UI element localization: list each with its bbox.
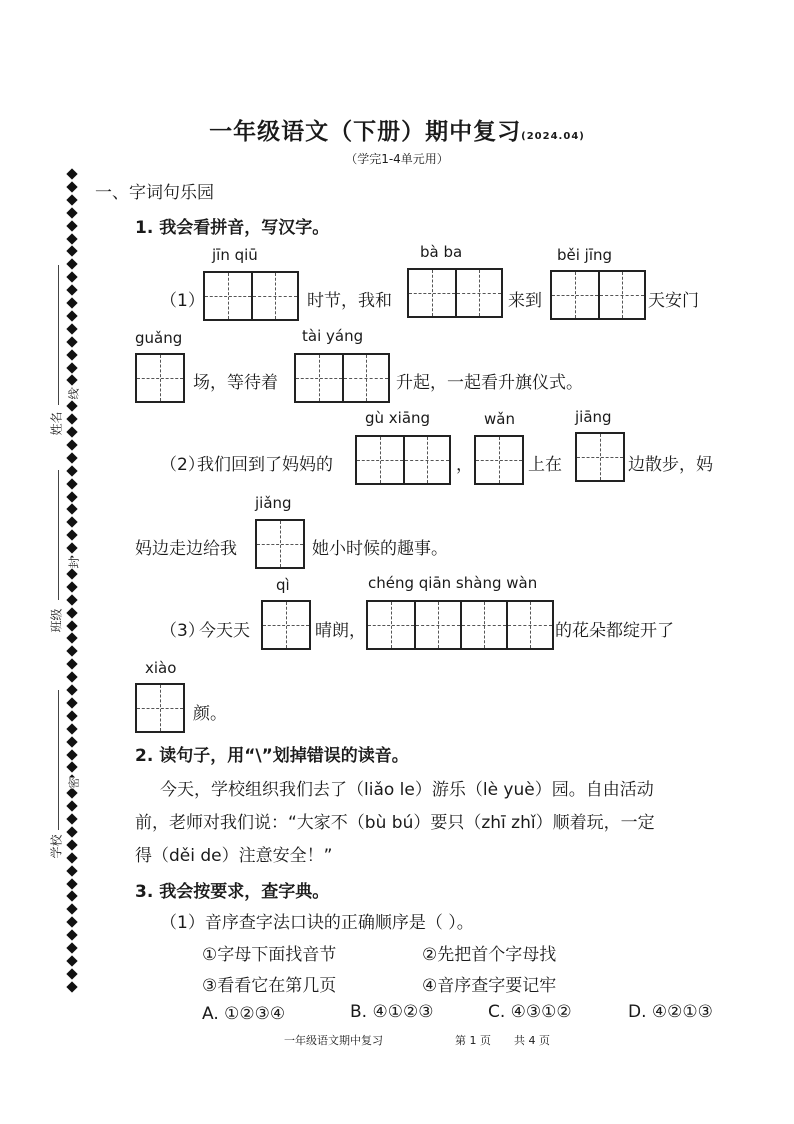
grid-jiang[interactable]	[575, 432, 625, 482]
pinyin-guxiang: gù xiāng	[365, 409, 431, 427]
q3-option-a[interactable]: A. ①②③④	[202, 1004, 286, 1024]
margin-secret-mark: 密	[67, 777, 81, 789]
q2-line-1: 今天，学校组织我们去了（liǎo le）游乐（lè yuè）园。自由活动	[160, 780, 654, 800]
binding-diamond	[66, 620, 77, 631]
binding-diamond	[66, 207, 77, 218]
grid-baba[interactable]	[407, 268, 503, 318]
q3-option-b[interactable]: B. ④①②③	[350, 1002, 434, 1022]
binding-diamond	[66, 233, 77, 244]
q3-option-c[interactable]: C. ④③①②	[488, 1002, 572, 1022]
binding-diamond	[66, 284, 77, 295]
binding-diamond	[66, 465, 77, 476]
binding-diamond	[66, 955, 77, 966]
binding-diamond	[66, 942, 77, 953]
q3-title: 3. 我会按要求，查字典。	[135, 882, 330, 902]
q1-title: 1. 我会看拼音，写汉字。	[135, 218, 330, 238]
pinyin-wan: wǎn	[484, 410, 515, 428]
binding-diamond	[66, 929, 77, 940]
binding-diamond	[66, 297, 77, 308]
binding-diamond	[66, 504, 77, 515]
q3-item-4: ④音序查字要记牢	[422, 976, 557, 996]
grid-guxiang[interactable]	[355, 435, 451, 485]
grid-jiang3[interactable]	[255, 519, 305, 569]
q2-title: 2. 读句子，用“\”划掉错误的读音。	[135, 746, 409, 766]
q3-item-1: ①字母下面找音节	[202, 945, 337, 965]
binding-diamond	[66, 439, 77, 450]
binding-diamond	[66, 246, 77, 257]
binding-diamond	[66, 220, 77, 231]
page-subtitle: （学完1-4单元用）	[345, 152, 449, 166]
binding-diamond	[66, 336, 77, 347]
binding-diamond	[66, 762, 77, 773]
binding-diamond	[66, 568, 77, 579]
p3-number: （3）	[160, 621, 205, 641]
margin-name-line	[58, 265, 59, 405]
pinyin-jiang: jiāng	[575, 408, 612, 426]
margin-school-label: 学校	[49, 834, 64, 859]
p3-text-d: 颜。	[193, 704, 227, 724]
q2-line-3: 得（děi de）注意安全！”	[135, 846, 333, 866]
binding-diamond	[66, 697, 77, 708]
binding-diamond	[66, 530, 77, 541]
binding-diamond	[66, 723, 77, 734]
binding-diamond	[66, 788, 77, 799]
p2-text-b: ，	[456, 455, 473, 475]
binding-diamond	[66, 594, 77, 605]
binding-diamond	[66, 917, 77, 928]
p1-text-b: 来到	[508, 291, 542, 311]
p2-text-c: 上在	[528, 455, 562, 475]
binding-diamond	[66, 542, 77, 553]
margin-class-label: 班级	[49, 608, 64, 633]
binding-diamond	[66, 401, 77, 412]
margin-line-mark: 线	[67, 388, 81, 400]
q3-sub1: （1）音序查字法口诀的正确顺序是（ ）。	[160, 913, 474, 933]
q3-option-d[interactable]: D. ④②①③	[628, 1002, 713, 1022]
p3-text-c: 的花朵都绽开了	[555, 621, 674, 641]
binding-diamond	[66, 375, 77, 386]
binding-diamond	[66, 452, 77, 463]
p2-text-e: 妈边走边给我	[135, 539, 237, 559]
binding-diamond	[66, 413, 77, 424]
p1-text-a: 时节，我和	[307, 291, 392, 311]
p2-text-d: 边散步，妈	[628, 455, 713, 475]
binding-diamond	[66, 839, 77, 850]
p1-text-e: 升起，一起看升旗仪式。	[396, 373, 583, 393]
binding-diamond	[66, 671, 77, 682]
binding-diamond	[66, 865, 77, 876]
pinyin-qi: qì	[276, 576, 290, 594]
section-heading: 一、字词句乐园	[95, 183, 214, 203]
binding-diamond-border	[68, 170, 78, 995]
binding-diamond	[66, 736, 77, 747]
binding-diamond	[66, 710, 77, 721]
pinyin-jiang3: jiǎng	[255, 494, 292, 512]
binding-diamond	[66, 684, 77, 695]
binding-diamond	[66, 852, 77, 863]
binding-diamond	[66, 323, 77, 334]
binding-diamond	[66, 904, 77, 915]
binding-diamond	[66, 749, 77, 760]
grid-taiyang[interactable]	[294, 353, 390, 403]
binding-diamond	[66, 633, 77, 644]
grid-beijing[interactable]	[550, 270, 646, 320]
binding-diamond	[66, 800, 77, 811]
p3-text-b: 晴朗，	[315, 621, 366, 641]
p2-text-a: 我们回到了妈妈的	[197, 455, 333, 475]
p2-text-f: 她小时候的趣事。	[312, 539, 448, 559]
p1-text-c: 天安门	[648, 291, 699, 311]
binding-diamond	[66, 259, 77, 270]
title-text: 一年级语文（下册）期中复习	[209, 119, 522, 145]
pinyin-jinqiu: jīn qiū	[212, 246, 258, 264]
binding-diamond	[66, 194, 77, 205]
binding-diamond	[66, 826, 77, 837]
footer-total: 共 4 页	[514, 1034, 550, 1047]
binding-diamond	[66, 813, 77, 824]
margin-name-label: 姓名	[49, 411, 64, 436]
pinyin-baba: bà ba	[420, 243, 463, 261]
margin-seal-mark: 封	[67, 557, 81, 569]
binding-diamond	[66, 581, 77, 592]
p1-number: （1）	[160, 291, 205, 311]
grid-wan[interactable]	[474, 435, 524, 485]
pinyin-chengqian: chéng qiān shàng wàn	[368, 574, 538, 592]
grid-qi[interactable]	[261, 600, 311, 650]
binding-diamond	[66, 349, 77, 360]
binding-diamond	[66, 491, 77, 502]
binding-diamond	[66, 659, 77, 670]
page-title	[0, 113, 794, 146]
binding-diamond	[66, 981, 77, 992]
q2-line-2: 前，老师对我们说：“大家不（bù bú）要只（zhī zhǐ）顺着玩，一定	[135, 813, 655, 833]
p3-text-a: 今天天	[199, 621, 250, 641]
binding-diamond	[66, 646, 77, 657]
binding-diamond	[66, 968, 77, 979]
binding-diamond	[66, 168, 77, 179]
binding-diamond	[66, 478, 77, 489]
margin-school-line	[58, 690, 59, 830]
binding-diamond	[66, 517, 77, 528]
p1-text-d: 场，等待着	[193, 373, 278, 393]
footer-page: 第 1 页	[455, 1034, 491, 1047]
footer-title: 一年级语文期中复习	[284, 1034, 383, 1047]
q3-item-2: ②先把首个字母找	[422, 945, 557, 965]
grid-xiao[interactable]	[135, 683, 185, 733]
grid-jinqiu[interactable]	[203, 271, 299, 321]
binding-diamond	[66, 891, 77, 902]
binding-diamond	[66, 272, 77, 283]
binding-diamond	[66, 426, 77, 437]
pinyin-beijing: běi jīng	[557, 246, 613, 264]
binding-diamond	[66, 362, 77, 373]
binding-diamond	[66, 310, 77, 321]
grid-chengqian[interactable]	[366, 600, 554, 650]
p2-number: （2）	[160, 455, 205, 475]
pinyin-xiao: xiào	[145, 659, 177, 677]
pinyin-taiyang: tài yáng	[302, 327, 364, 345]
binding-diamond	[66, 181, 77, 192]
q3-item-3: ③看看它在第几页	[202, 976, 337, 996]
binding-diamond	[66, 607, 77, 618]
grid-guang[interactable]	[135, 353, 185, 403]
binding-diamond	[66, 878, 77, 889]
pinyin-guang: guǎng	[135, 329, 183, 347]
margin-class-line	[58, 470, 59, 600]
title-date: (2024.04)	[521, 131, 585, 142]
